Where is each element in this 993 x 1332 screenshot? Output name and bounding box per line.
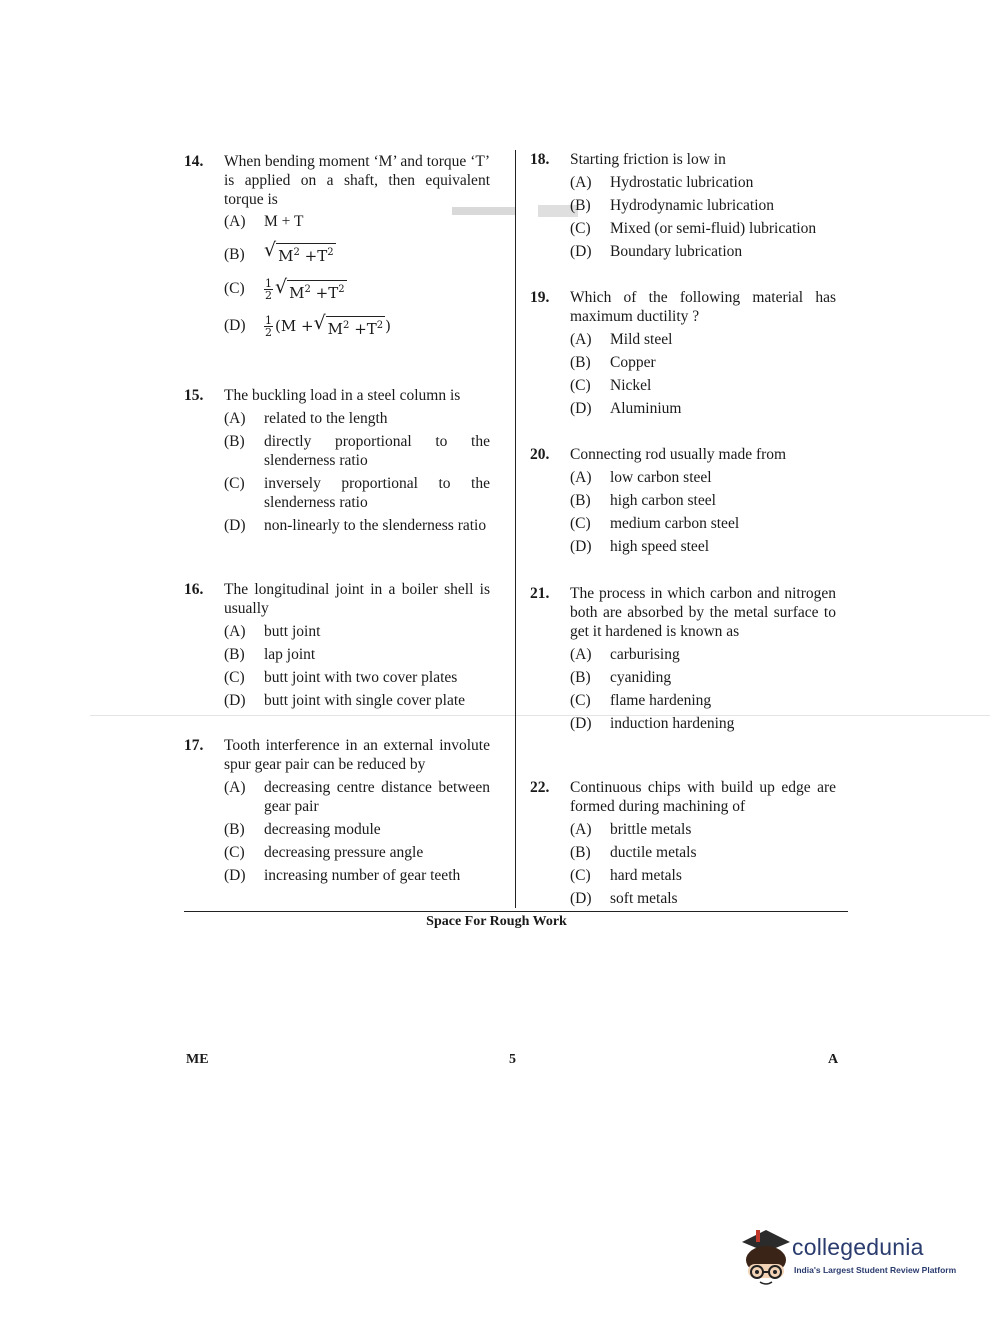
option-text: Boundary lubrication [610,243,743,260]
option-text: cyaniding [610,669,672,686]
option-text: high speed steel [610,538,710,555]
option-label: (C) [224,669,245,686]
option-label: (C) [570,377,591,394]
option-text: non-linearly to the slenderness ratio [264,517,487,534]
option-label: (A) [224,779,246,796]
option-label: (D) [570,243,592,260]
option-label: (B) [570,844,591,861]
option-d [570,537,836,556]
option-text: lap joint [264,646,316,663]
option-text: M + T [264,213,304,230]
option-c [570,219,836,238]
option-c [570,691,836,710]
option-a [570,173,836,192]
option-formula [264,273,490,302]
student-mascot-icon [736,1226,796,1292]
option-text: butt joint [264,623,321,640]
option-text: Copper [610,354,656,371]
square-root: √ $M^2 +T^2$ [264,239,334,265]
option-d [224,516,490,535]
question-number: 22. [530,779,550,796]
option-label: (D) [224,692,246,709]
column-divider [515,150,516,908]
option-label: (A) [570,646,592,663]
footer-subject-code: ME [186,1052,209,1067]
option-formula [264,241,490,265]
option-b [570,196,836,215]
option-text: butt joint with two cover plates [264,669,458,686]
question-text: When bending moment ‘M’ and torque ‘T’ is applied on a shaft, then equivalent torque is [224,153,490,208]
question-text: Continuous chips with build up edge are formed during machining of [570,779,836,815]
option-text: brittle metals [610,821,692,838]
rough-work-heading: Space For Rough Work [426,914,567,929]
question-number: 15. [184,387,204,404]
option-b [224,241,490,265]
option-label: (B) [224,821,245,838]
option-b [570,668,836,687]
option-b [224,820,490,839]
option-label: (C) [570,220,591,237]
option-d [570,889,836,908]
option-text: Mixed (or semi-fluid) lubrication [610,220,817,237]
option-label: (B) [570,492,591,509]
option-formula: $\frac{1}{2}$ (M + √ $M^2 +T^2$ ) [265,312,392,339]
option-text: directly proportional to the slenderness ratio [264,433,490,469]
question-22 [530,778,836,908]
option-label: (C) [570,692,591,709]
question-text: Connecting rod usually made from [570,446,787,463]
question-19 [530,288,836,418]
option-text: Hydrostatic lubrication [610,174,754,191]
question-14 [184,152,490,338]
option-text: high carbon steel [610,492,716,509]
option-b [224,432,490,470]
option-b [570,353,836,372]
question-20 [530,445,836,556]
option-d [570,399,836,418]
question-18 [530,150,836,261]
option-text: decreasing module [264,821,381,838]
option-b [570,843,836,862]
option-label: (D) [570,400,592,417]
option-text: medium carbon steel [610,515,740,532]
option-c [224,843,490,862]
question-number: 18. [530,151,550,168]
option-label: (C) [224,844,245,861]
option-d [570,714,836,733]
bottom-rule [184,911,848,912]
option-text: soft metals [610,890,678,907]
option-label: (C) [570,867,591,884]
option-a [570,468,836,487]
question-text: Tooth interference in an external involute spur gear pair can be reduced by [224,737,490,773]
question-number: 19. [530,289,550,306]
option-text: butt joint with single cover plate [264,692,466,709]
option-label: (D) [224,316,246,334]
option-d [224,691,490,710]
option-b [224,645,490,664]
footer-page-number: 5 [509,1052,516,1067]
option-text: low carbon steel [610,469,712,486]
logo-tagline: India's Largest Student Review Platform [794,1265,957,1275]
question-number: 14. [184,153,204,170]
question-16 [184,580,490,710]
option-text: related to the length [264,410,388,427]
square-root: √ $M^2 +T^2$ [275,275,345,302]
option-a [570,330,836,349]
question-21 [530,584,836,733]
option-label: (B) [224,433,245,450]
option-text: increasing number of gear teeth [264,867,461,884]
question-number: 16. [184,581,204,598]
option-label: (A) [224,410,246,427]
option-a [570,645,836,664]
option-label: (B) [224,646,245,663]
option-a [224,409,490,428]
option-text: hard metals [610,867,682,884]
question-number: 20. [530,446,550,463]
option-label: (B) [224,246,245,263]
option-label: (A) [224,213,246,230]
option-label: (A) [224,623,246,640]
option-label: (D) [570,890,592,907]
option-label: (D) [224,517,246,534]
option-label: (D) [224,867,246,884]
option-label: (B) [570,197,591,214]
option-text: carburising [610,646,680,663]
fraction: $\frac{1}{2}$ [265,313,272,339]
option-a [224,778,490,816]
option-text: Aluminium [610,400,682,417]
option-label: (A) [570,469,592,486]
option-text: inversely proportional to the slenderness ratio [264,475,490,511]
option-label: (B) [570,354,591,371]
footer-booklet-series: A [828,1052,839,1067]
question-number: 17. [184,737,204,754]
option-label: (A) [570,174,592,191]
option-label: (C) [224,475,245,492]
option-c [224,474,490,512]
question-number: 21. [530,585,550,602]
fraction: $\frac{1}{2}$ [265,277,272,302]
option-label: (C) [224,280,245,297]
option-label: (C) [570,515,591,532]
option-a [224,212,490,231]
option-text: decreasing centre distance between gear pair [264,779,490,815]
option-a [570,820,836,839]
option-text: Mild steel [610,331,673,348]
option-d [224,310,490,339]
option-c [570,376,836,395]
option-text: flame hardening [610,692,712,709]
option-d [570,242,836,261]
option-c [570,514,836,533]
option-text: Nickel [610,377,652,394]
option-c [224,668,490,687]
logo-wordmark: collegedunia [792,1234,924,1260]
option-label: (A) [570,331,592,348]
question-text: Which of the following material has maximum ductility ? [570,289,836,325]
option-a [224,622,490,641]
option-label: (D) [570,715,592,732]
option-label: (D) [570,538,592,555]
option-text: ductile metals [610,844,697,861]
option-c [224,273,490,302]
option-text: induction hardening [610,715,735,732]
question-text: Starting friction is low in [570,151,726,168]
option-label: (A) [570,821,592,838]
option-label: (B) [570,669,591,686]
option-c [570,866,836,885]
question-17 [184,736,490,885]
option-text: decreasing pressure angle [264,844,424,861]
question-text: The longitudinal joint in a boiler shell is usually [224,581,490,617]
collegedunia-logo[interactable] [736,1226,966,1292]
option-d [224,866,490,885]
question-text: The buckling load in a steel column is [224,387,461,404]
option-text: Hydrodynamic lubrication [610,197,774,214]
option-b [570,491,836,510]
question-text: The process in which carbon and nitrogen both are absorbed by the metal surface to get it hardened is known as [570,585,836,640]
square-root: √ $M^2 +T^2$ [313,312,384,338]
question-15 [184,386,490,535]
